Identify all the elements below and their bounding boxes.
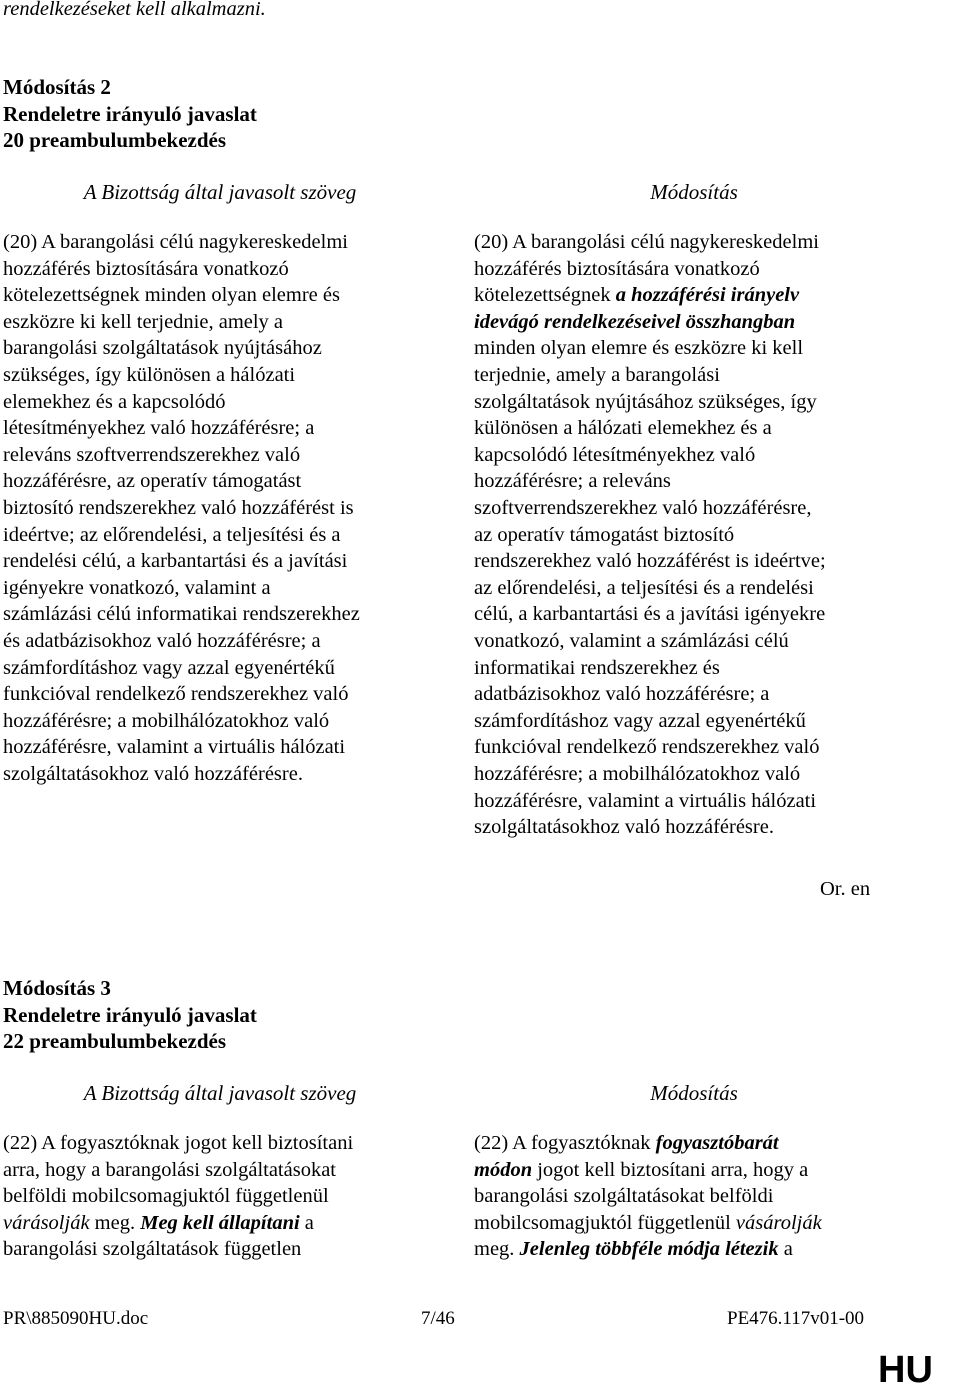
text-segment: (20) A barangolási célú nagykereskedelmi: [474, 231, 819, 253]
text-line: biztosító rendszerekhez való hozzáférést is: [3, 497, 354, 519]
text-segment: minden olyan elemre és eszközre ki kell: [474, 337, 804, 360]
amendment-recital: 22 preambulumbekezdés: [3, 1029, 227, 1053]
column-title-commission: A Bizottság által javasolt szöveg: [83, 180, 357, 204]
text-segment: mobilcsomagjuktól függetlenül: [474, 1211, 736, 1234]
text-line: [3, 1130, 353, 1157]
text-segment: hozzáférésre; a mobilhálózatokhoz való: [474, 763, 801, 785]
text-line: funkcióval rendelkező rendszerekhez való: [3, 683, 349, 706]
text-line: [474, 734, 819, 761]
text-line: és adatbázisokhoz való hozzáférésre; a: [3, 630, 321, 652]
text-segment: a: [778, 1238, 793, 1261]
text-segment: az operatív támogatást biztosító: [474, 523, 735, 546]
emphasized-text-segment: fogyasztóbarát: [655, 1132, 779, 1154]
text-line: hozzáférésre; a mobilhálózatokhoz való: [3, 709, 330, 732]
text-line: igényekre vonatkozó, valamint a: [3, 576, 271, 599]
text-segment: kapcsolódó létesítményekhez való: [474, 443, 756, 466]
footer-document-ref: PR\885090HU.doc: [3, 1308, 149, 1329]
text-line: [474, 788, 816, 815]
column-header-left: [0, 1081, 440, 1106]
text-segment: szolgáltatásokhoz való hozzáférésre.: [474, 816, 774, 839]
text-line: [474, 335, 803, 362]
text-line: eszközre ki kell terjednie, amely a: [3, 310, 284, 333]
text-line: szükséges, így különösen a hálózati: [3, 364, 296, 386]
text-segment: kötelezettségnek: [474, 284, 616, 307]
text-line: hozzáférésre, az operatív támogatást: [3, 470, 302, 493]
text-line: ideértve; az előrendelési, a teljesítési és a: [3, 523, 341, 546]
text-line: [474, 601, 825, 628]
text-line: számlázási célú informatikai rendszerekhez: [3, 603, 360, 626]
text-line: [474, 1183, 773, 1210]
text-line: elemekhez és a kapcsolódó: [3, 390, 226, 413]
text-segment: szolgáltatások nyújtásához szükséges, így: [474, 390, 817, 413]
text-line: [3, 1210, 314, 1237]
text-segment: jogot kell biztosítani arra, hogy a: [532, 1158, 809, 1181]
text-segment: az előrendelési, a teljesítési és a rendelési: [474, 576, 814, 599]
text-segment: informatikai rendszerekhez és: [474, 656, 720, 679]
text-line: [474, 1236, 793, 1263]
emphasized-text-segment: várásolják: [3, 1211, 90, 1234]
column-title-amendment: Módosítás: [650, 1081, 738, 1105]
text-segment: (22) A fogyasztóknak: [474, 1132, 656, 1154]
column-title-amendment: Módosítás: [650, 180, 738, 204]
text-line: hozzáférésre, valamint a virtuális hálózati: [3, 736, 346, 759]
text-line: rendelési célú, a karbantartási és a javítási: [3, 550, 348, 573]
language-code-badge: HU: [878, 1349, 933, 1391]
top-fragment-text: rendelkezéseket kell alkalmazni.: [3, 0, 266, 20]
footer-page-number: 7/46: [421, 1308, 455, 1329]
footer-pe-number: PE476.117v01-00: [727, 1308, 865, 1329]
emphasized-text-segment: vásárolják: [735, 1211, 822, 1234]
text-segment: hozzáférésre, valamint a virtuális hálózati: [474, 789, 817, 812]
text-line: [474, 1210, 822, 1237]
text-line: [474, 468, 671, 495]
amendment-number: Módosítás 3: [3, 976, 111, 1000]
emphasized-text-segment: a hozzáférési irányelv: [615, 284, 800, 307]
text-segment: funkcióval rendelkező rendszerekhez való: [474, 736, 820, 759]
text-segment: barangolási szolgáltatásokat belföldi: [474, 1185, 774, 1208]
text-line: létesítményekhez való hozzáférésre; a: [3, 417, 315, 440]
text-segment: meg.: [89, 1211, 141, 1234]
text-segment: terjednie, amely a barangolási: [474, 364, 720, 386]
amendment-recital: 20 preambulumbekezdés: [3, 128, 227, 152]
text-segment: meg.: [474, 1238, 520, 1261]
text-segment: hozzáférésre; a releváns: [474, 470, 671, 493]
text-line: releváns szoftverrendszerekhez való: [3, 443, 301, 466]
text-line: hozzáférés biztosítására vonatkozó: [3, 257, 289, 280]
column-header-right: [474, 180, 914, 205]
text-segment: vonatkozó, valamint a számlázási célú: [474, 630, 789, 652]
text-line: [474, 761, 800, 788]
text-segment: belföldi mobilcsomagjuktól függetlenül: [3, 1185, 329, 1208]
text-line: barangolási szolgáltatások nyújtásához: [3, 337, 322, 360]
text-line: [474, 1130, 779, 1157]
text-line: [474, 655, 720, 682]
emphasized-text-segment: Meg kell állapítani: [140, 1211, 300, 1234]
text-line: [474, 362, 720, 389]
emphasized-text-segment: Jelenleg többféle módja létezik: [519, 1238, 779, 1261]
text-line: [474, 495, 811, 522]
text-line: [3, 1183, 329, 1210]
text-segment: adatbázisokhoz való hozzáférésre; a: [474, 683, 770, 706]
text-segment: számfordításhoz vagy azzal egyenértékű: [474, 709, 806, 732]
text-line: [474, 814, 774, 841]
text-segment: barangolási szolgáltatások független: [3, 1238, 302, 1261]
text-line: [474, 628, 789, 655]
text-segment: hozzáférés biztosítására vonatkozó: [474, 257, 760, 280]
text-line: [3, 1157, 336, 1184]
column-header-right: [474, 1081, 914, 1106]
text-segment: különösen a hálózati elemekhez és a: [474, 417, 772, 440]
text-line: kötelezettségnek minden olyan elemre és: [3, 284, 340, 307]
amendment-number: Módosítás 2: [3, 75, 111, 99]
text-segment: rendszerekhez való hozzáférést is ideértve;: [474, 550, 826, 573]
emphasized-text-segment: módon: [474, 1158, 533, 1181]
text-line: [474, 681, 769, 708]
text-segment: (22) A fogyasztóknak jogot kell biztosítani: [3, 1132, 354, 1154]
text-line: [474, 389, 817, 416]
text-line: [474, 282, 799, 309]
column-header-left: [0, 180, 440, 205]
text-line: [474, 575, 814, 602]
text-line: [474, 708, 806, 735]
text-line: [474, 415, 772, 442]
text-line: számfordításhoz vagy azzal egyenértékű: [3, 656, 335, 679]
text-line: [3, 1236, 301, 1263]
amendment-source: Rendeletre irányuló javaslat: [3, 102, 257, 126]
text-line: [474, 522, 734, 549]
text-line: szolgáltatásokhoz való hozzáférésre.: [3, 763, 303, 785]
original-language-note: Or. en: [820, 878, 871, 900]
amendment-source: Rendeletre irányuló javaslat: [3, 1003, 257, 1027]
text-line: [474, 229, 819, 256]
text-segment: célú, a karbantartási és a javítási igényekre: [474, 603, 826, 626]
emphasized-text-segment: idevágó rendelkezéseivel összhangban: [474, 310, 796, 333]
text-segment: a: [299, 1211, 314, 1234]
text-line: [474, 256, 760, 283]
text-line: [474, 442, 755, 469]
column-title-commission: A Bizottság által javasolt szöveg: [83, 1081, 357, 1105]
text-line: [474, 1157, 808, 1184]
text-segment: arra, hogy a barangolási szolgáltatásokat: [3, 1158, 336, 1181]
text-line: (20) A barangolási célú nagykereskedelmi: [3, 231, 348, 253]
text-segment: szoftverrendszerekhez való hozzáférésre,: [474, 497, 812, 519]
text-line: [474, 548, 826, 575]
text-line: [474, 309, 795, 336]
